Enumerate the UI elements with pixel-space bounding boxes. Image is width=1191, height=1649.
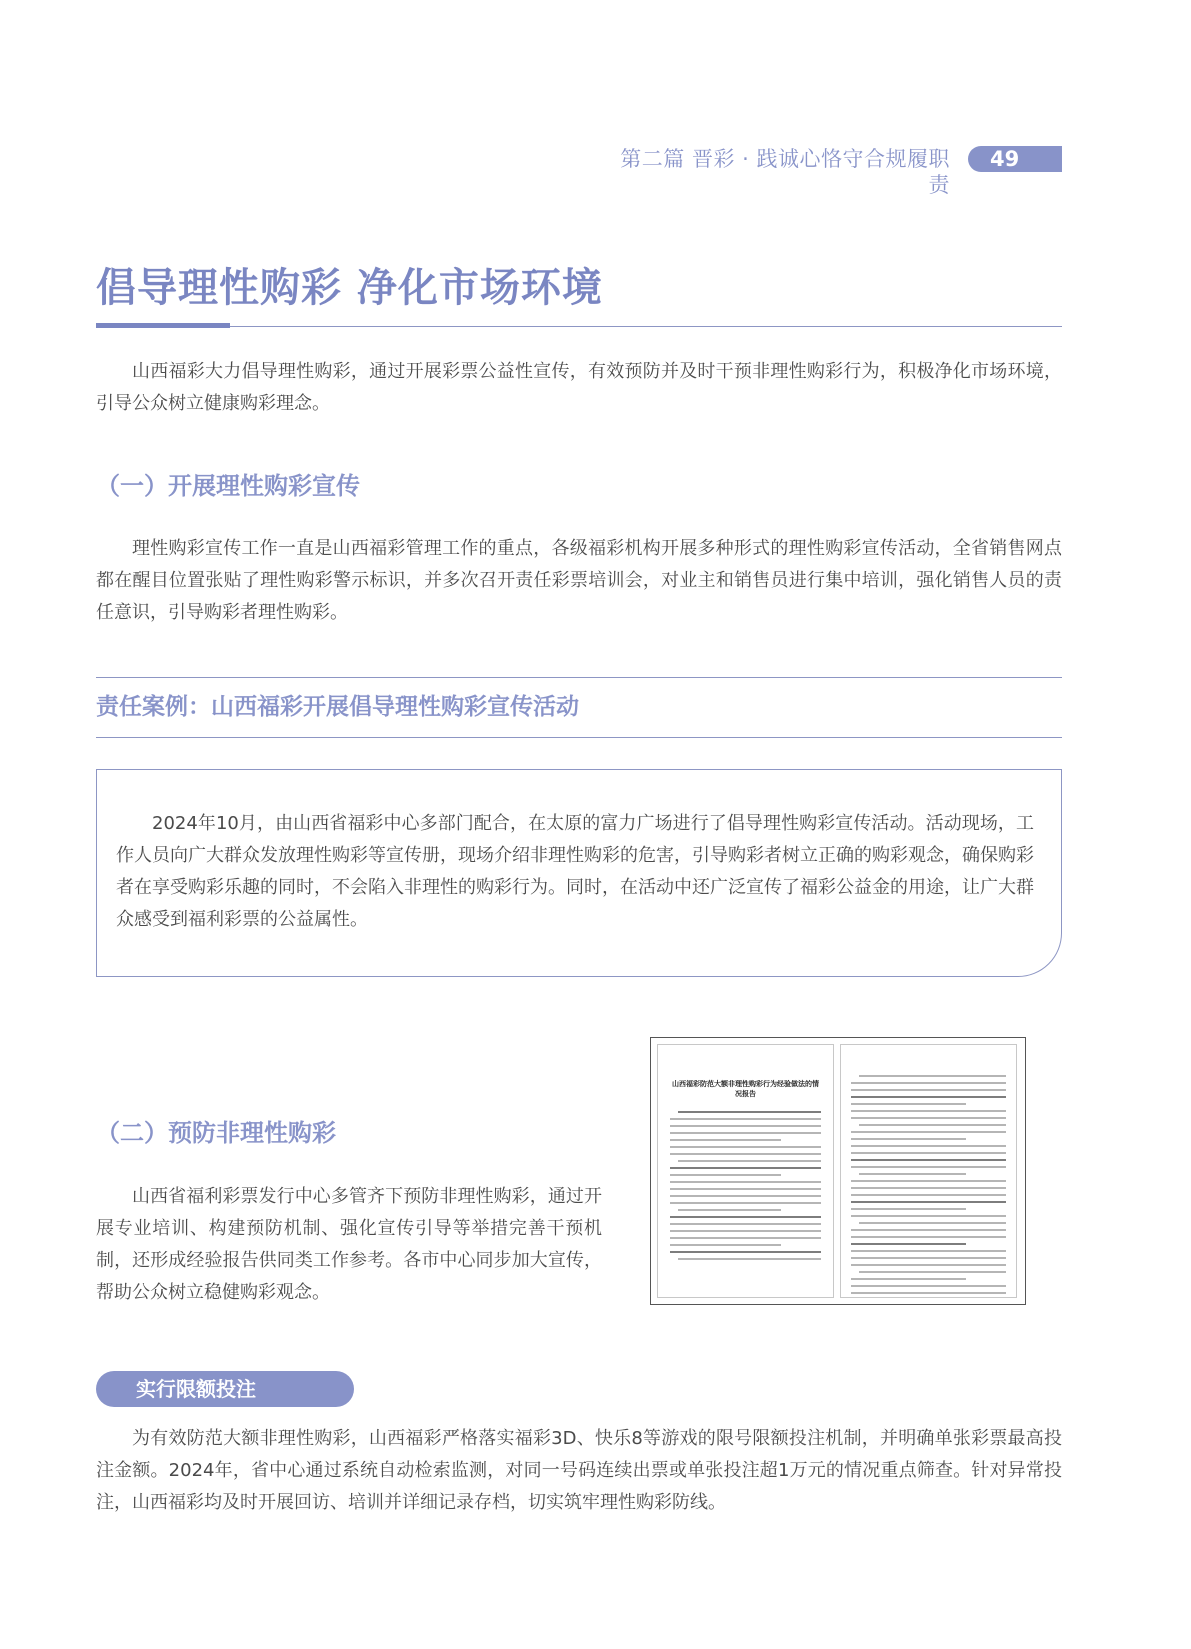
limit-paragraph: 为有效防范大额非理性购彩，山西福彩严格落实福彩3D、快乐8等游戏的限号限额投注机制，并明确单张彩票最高投注金额。2024年，省中心通过系统自动检索监测，对同一号码连续出票或单张投注超1万元的情况重点筛查。针对异常投注，山西福彩均及时开展回访、培训并详细记录存档，切实筑牢理性购彩防线。 — [96, 1428, 1062, 1513]
report-text-line — [670, 1251, 821, 1253]
title-underline — [96, 326, 1062, 327]
report-title: 山西福彩防范大额非理性购彩行为经验做法的情况报告 — [672, 1080, 819, 1098]
report-text-line — [670, 1174, 781, 1176]
report-document-image — [650, 1037, 1026, 1305]
report-text-line — [670, 1118, 821, 1120]
report-text-line — [670, 1195, 821, 1197]
report-text-line — [670, 1230, 821, 1232]
report-text-line — [851, 1285, 1006, 1287]
title-underline-accent — [96, 323, 230, 328]
report-text-line — [851, 1250, 1006, 1252]
report-text-line — [851, 1264, 1006, 1266]
report-text-line — [851, 1082, 1006, 1084]
report-text-line — [851, 1257, 1006, 1259]
report-text-line — [678, 1258, 821, 1260]
report-text-line — [851, 1145, 1006, 1147]
report-text-line — [851, 1180, 1006, 1182]
page-title: 倡导理性购彩 净化市场环境 — [96, 265, 603, 311]
report-text-line — [851, 1096, 1006, 1098]
report-text-line — [851, 1243, 966, 1245]
report-text-line — [670, 1216, 821, 1218]
report-text-line — [859, 1173, 966, 1175]
case-heading: 责任案例：山西福彩开展倡导理性购彩宣传活动 — [96, 694, 579, 720]
report-text-line — [678, 1160, 821, 1162]
report-page-left — [657, 1044, 834, 1298]
report-text-line — [670, 1167, 821, 1169]
running-header: 第二篇 晋彩 · 践诚心恪守合规履职责 — [620, 147, 950, 197]
report-text-line — [859, 1222, 1006, 1224]
report-text-line — [851, 1159, 1006, 1161]
report-text-line — [670, 1188, 821, 1190]
report-text-line — [851, 1131, 1006, 1133]
report-text-line — [670, 1146, 821, 1148]
report-text-line — [670, 1153, 821, 1155]
report-text-line — [670, 1244, 781, 1246]
report-text-line — [851, 1194, 1006, 1196]
report-text-line — [859, 1124, 1006, 1126]
limit-pill-heading — [96, 1371, 354, 1407]
report-text-line — [851, 1208, 966, 1210]
intro-paragraph: 山西福彩大力倡导理性购彩，通过开展彩票公益性宣传，有效预防并及时干预非理性购彩行为，积极净化市场环境，引导公众树立健康购彩理念。 — [96, 361, 1062, 414]
report-text-line — [851, 1166, 1006, 1168]
report-text-line — [851, 1215, 1006, 1217]
case-rule-bottom — [96, 737, 1062, 738]
page-number-tab — [968, 146, 1062, 172]
report-page-right — [840, 1044, 1017, 1298]
page-number: 49 — [990, 147, 1020, 171]
report-text-line — [851, 1103, 966, 1105]
report-text-line — [851, 1278, 966, 1280]
section2-heading: （二）预防非理性购彩 — [96, 1119, 336, 1147]
section1-heading: （一）开展理性购彩宣传 — [96, 472, 360, 500]
report-text-line — [670, 1237, 821, 1239]
case-paragraph: 2024年10月，由山西省福彩中心多部门配合，在太原的富力广场进行了倡导理性购彩宣传活动。活动现场，工作人员向广大群众发放理性购彩等宣传册，现场介绍非理性购彩的危害，引导购彩者树立正确的购彩观念，确保购彩者在享受购彩乐趣的同时，不会陷入非理性的购彩行为。同时，在活动中还广泛宣传了福彩公益金的用途，让广大群众感受到福利彩票的公益属性。 — [116, 813, 1034, 930]
report-text-line — [859, 1271, 1006, 1273]
report-text-line — [851, 1201, 1006, 1203]
section2-paragraph: 山西省福利彩票发行中心多管齐下预防非理性购彩，通过开展专业培训、构建预防机制、强化宣传引导等举措完善干预机制，还形成经验报告供同类工作参考。各市中心同步加大宣传，帮助公众树立稳健购彩观念。 — [96, 1186, 602, 1303]
case-rule-top — [96, 677, 1062, 678]
report-text-line — [851, 1110, 1006, 1112]
report-text-line — [859, 1075, 1006, 1077]
report-text-line — [670, 1202, 821, 1204]
report-text-line — [851, 1236, 1006, 1238]
report-text-line — [851, 1152, 1006, 1154]
report-text-line — [851, 1089, 1006, 1091]
report-text-line — [851, 1117, 1006, 1119]
report-text-line — [851, 1292, 1006, 1294]
section1-paragraph: 理性购彩宣传工作一直是山西福彩管理工作的重点，各级福彩机构开展多种形式的理性购彩宣传活动，全省销售网点都在醒目位置张贴了理性购彩警示标识，并多次召开责任彩票培训会，对业主和销售员进行集中培训，强化销售人员的责任意识，引导购彩者理性购彩。 — [96, 538, 1062, 623]
report-text-line — [670, 1181, 821, 1183]
report-text-line — [670, 1125, 821, 1127]
report-text-line — [670, 1132, 821, 1134]
report-text-line — [670, 1223, 821, 1225]
report-text-line — [670, 1139, 781, 1141]
report-text-line — [678, 1209, 781, 1211]
limit-pill-label: 实行限额投注 — [136, 1377, 256, 1401]
report-text-line — [851, 1187, 1006, 1189]
report-text-line — [851, 1229, 1006, 1231]
report-text-line — [851, 1138, 966, 1140]
report-text-line — [678, 1111, 821, 1113]
